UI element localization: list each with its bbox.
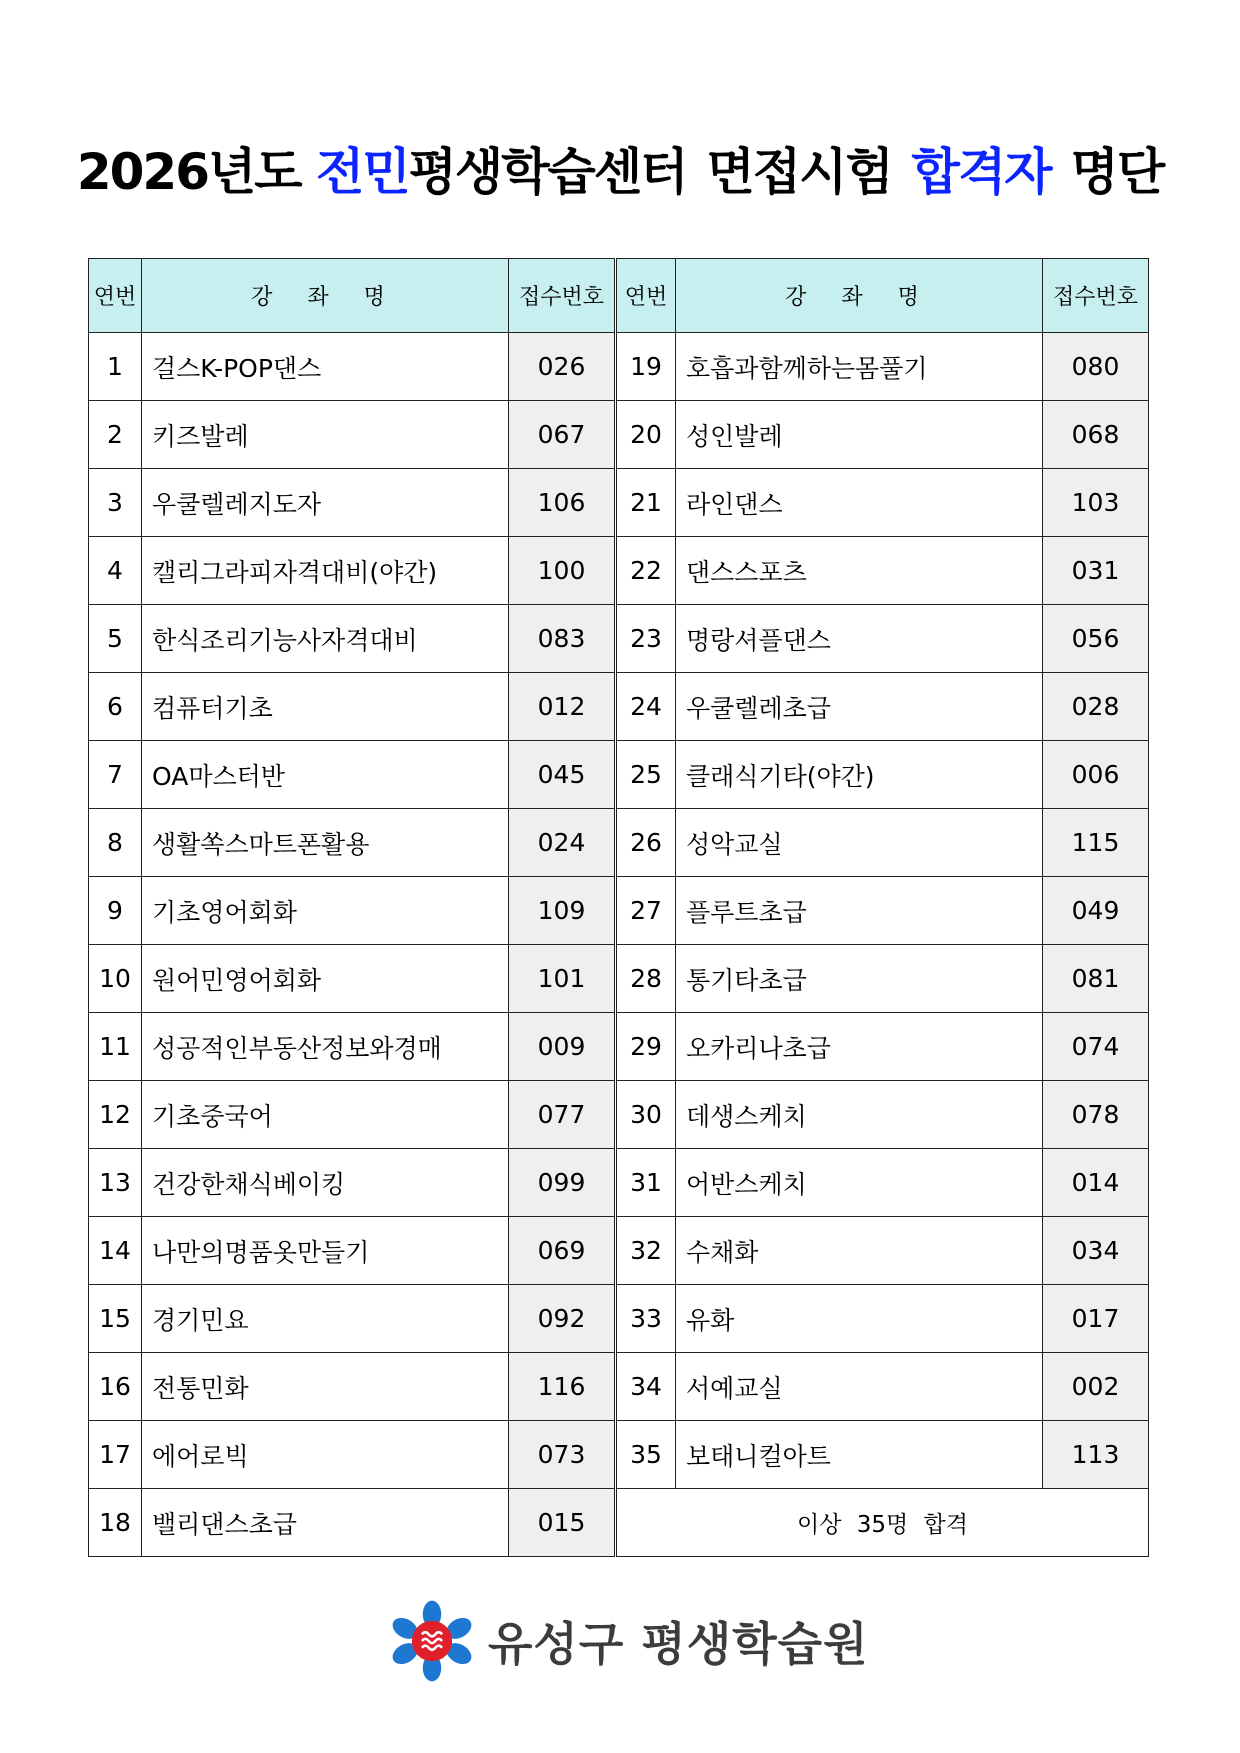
course-name: 호흡과함께하는몸풀기 — [676, 333, 1043, 401]
row-number: 35 — [617, 1421, 676, 1489]
row-number: 12 — [89, 1081, 142, 1149]
title-highlight-pass: 합격자 — [911, 143, 1051, 201]
table-row — [617, 1217, 1149, 1285]
course-name: 수채화 — [676, 1217, 1043, 1285]
table-row — [89, 537, 615, 605]
row-number: 27 — [617, 877, 676, 945]
registration-code: 009 — [509, 1013, 615, 1081]
footer — [390, 1598, 869, 1684]
row-number: 7 — [89, 741, 142, 809]
course-name: 성인발레 — [676, 401, 1043, 469]
course-name: 키즈발레 — [142, 401, 509, 469]
row-number: 9 — [89, 877, 142, 945]
registration-code: 002 — [1043, 1353, 1149, 1421]
registration-code: 092 — [509, 1285, 615, 1353]
course-name: 플루트초급 — [676, 877, 1043, 945]
table-row — [89, 1421, 615, 1489]
table-row — [617, 469, 1149, 537]
registration-code: 074 — [1043, 1013, 1149, 1081]
registration-code: 083 — [509, 605, 615, 673]
registration-code: 078 — [1043, 1081, 1149, 1149]
table-row — [89, 401, 615, 469]
registration-code: 014 — [1043, 1149, 1149, 1217]
registration-code: 068 — [1043, 401, 1149, 469]
row-number: 18 — [89, 1489, 142, 1557]
registration-code: 067 — [509, 401, 615, 469]
row-number: 3 — [89, 469, 142, 537]
registration-code: 080 — [1043, 333, 1149, 401]
registration-code: 024 — [509, 809, 615, 877]
table-row — [89, 1353, 615, 1421]
header-no: 연번 — [617, 259, 676, 333]
course-name: 라인댄스 — [676, 469, 1043, 537]
registration-code: 026 — [509, 333, 615, 401]
row-number: 30 — [617, 1081, 676, 1149]
course-name: 컴퓨터기초 — [142, 673, 509, 741]
table-row — [89, 673, 615, 741]
table-row — [89, 809, 615, 877]
table-row — [617, 1353, 1149, 1421]
row-number: 5 — [89, 605, 142, 673]
course-name: 나만의명품옷만들기 — [142, 1217, 509, 1285]
registration-code: 056 — [1043, 605, 1149, 673]
registration-code: 116 — [509, 1353, 615, 1421]
table-row — [89, 333, 615, 401]
course-name: 오카리나초급 — [676, 1013, 1043, 1081]
row-number: 19 — [617, 333, 676, 401]
course-name: 클래식기타(야간) — [676, 741, 1043, 809]
table-row — [89, 1013, 615, 1081]
course-name: 기초영어회화 — [142, 877, 509, 945]
row-number: 26 — [617, 809, 676, 877]
right-results-table — [616, 258, 1149, 1557]
organization-name: 유성구 평생학습원 — [488, 1617, 869, 1671]
course-name: 경기민요 — [142, 1285, 509, 1353]
registration-code: 015 — [509, 1489, 615, 1557]
table-row — [89, 469, 615, 537]
course-name: 전통민화 — [142, 1353, 509, 1421]
registration-code: 101 — [509, 945, 615, 1013]
row-number: 15 — [89, 1285, 142, 1353]
course-name: 댄스스포츠 — [676, 537, 1043, 605]
table-row — [617, 1013, 1149, 1081]
row-number: 14 — [89, 1217, 142, 1285]
title-part-list: 명단 — [1070, 143, 1164, 201]
header-code: 접수번호 — [1043, 259, 1149, 333]
header-code: 접수번호 — [509, 259, 615, 333]
table-row — [617, 809, 1149, 877]
table-row — [89, 741, 615, 809]
row-number: 32 — [617, 1217, 676, 1285]
registration-code: 028 — [1043, 673, 1149, 741]
registration-code: 115 — [1043, 809, 1149, 877]
table-row — [89, 1149, 615, 1217]
table-row — [617, 1285, 1149, 1353]
table-row — [617, 605, 1149, 673]
row-number: 34 — [617, 1353, 676, 1421]
row-number: 28 — [617, 945, 676, 1013]
row-number: 13 — [89, 1149, 142, 1217]
course-name: 보태니컬아트 — [676, 1421, 1043, 1489]
registration-code: 031 — [1043, 537, 1149, 605]
course-name: 원어민영어회화 — [142, 945, 509, 1013]
course-name: 건강한채식베이킹 — [142, 1149, 509, 1217]
table-row — [617, 333, 1149, 401]
course-name: 통기타초급 — [676, 945, 1043, 1013]
row-number: 25 — [617, 741, 676, 809]
registration-code: 073 — [509, 1421, 615, 1489]
table-row — [89, 1217, 615, 1285]
table-row — [89, 1285, 615, 1353]
left-header-row — [89, 259, 615, 333]
table-row — [617, 1081, 1149, 1149]
row-number: 16 — [89, 1353, 142, 1421]
row-number: 29 — [617, 1013, 676, 1081]
title-highlight-center: 전민 — [316, 143, 409, 201]
registration-code: 100 — [509, 537, 615, 605]
registration-code: 113 — [1043, 1421, 1149, 1489]
course-name: 어반스케치 — [676, 1149, 1043, 1217]
registration-code: 045 — [509, 741, 615, 809]
course-name: 데생스케치 — [676, 1081, 1043, 1149]
registration-code: 106 — [509, 469, 615, 537]
row-number: 1 — [89, 333, 142, 401]
table-row — [89, 1489, 615, 1557]
table-row — [89, 877, 615, 945]
course-name: 성악교실 — [676, 809, 1043, 877]
yuseong-emblem-icon — [390, 1599, 474, 1683]
course-name: 서예교실 — [676, 1353, 1043, 1421]
table-row — [617, 537, 1149, 605]
registration-code: 109 — [509, 877, 615, 945]
table-row — [617, 673, 1149, 741]
row-number: 10 — [89, 945, 142, 1013]
course-name: 명랑셔플댄스 — [676, 605, 1043, 673]
left-results-table — [88, 258, 615, 1557]
registration-code: 081 — [1043, 945, 1149, 1013]
title-part-center: 평생학습센터 — [408, 143, 687, 201]
table-row — [89, 605, 615, 673]
registration-code: 017 — [1043, 1285, 1149, 1353]
summary-text: 이상 35명 합격 — [617, 1489, 1149, 1557]
summary-row — [617, 1489, 1149, 1557]
row-number: 31 — [617, 1149, 676, 1217]
table-row — [617, 401, 1149, 469]
course-name: 걸스K-POP댄스 — [142, 333, 509, 401]
registration-code: 103 — [1043, 469, 1149, 537]
course-name: OA마스터반 — [142, 741, 509, 809]
course-name: 우쿨렐레지도자 — [142, 469, 509, 537]
row-number: 6 — [89, 673, 142, 741]
course-name: 밸리댄스초급 — [142, 1489, 509, 1557]
registration-code: 099 — [509, 1149, 615, 1217]
registration-code: 077 — [509, 1081, 615, 1149]
table-row — [617, 877, 1149, 945]
title-part-year: 2026년도 — [76, 143, 317, 201]
table-row — [89, 945, 615, 1013]
table-row — [617, 741, 1149, 809]
course-name: 캘리그라피자격대비(야간) — [142, 537, 509, 605]
right-header-row — [617, 259, 1149, 333]
table-row — [617, 1149, 1149, 1217]
row-number: 23 — [617, 605, 676, 673]
course-name: 에어로빅 — [142, 1421, 509, 1489]
course-name: 성공적인부동산정보와경매 — [142, 1013, 509, 1081]
row-number: 24 — [617, 673, 676, 741]
registration-code: 012 — [509, 673, 615, 741]
registration-code: 049 — [1043, 877, 1149, 945]
table-row — [617, 1421, 1149, 1489]
header-no: 연번 — [89, 259, 142, 333]
row-number: 22 — [617, 537, 676, 605]
registration-code: 034 — [1043, 1217, 1149, 1285]
header-course: 강 좌 명 — [676, 259, 1043, 333]
table-row — [617, 945, 1149, 1013]
registration-code: 069 — [509, 1217, 615, 1285]
title-part-exam: 면접시험 — [706, 143, 892, 201]
left-table-container — [88, 258, 604, 1557]
right-table-container — [616, 258, 1138, 1557]
row-number: 17 — [89, 1421, 142, 1489]
row-number: 8 — [89, 809, 142, 877]
row-number: 11 — [89, 1013, 142, 1081]
table-row — [89, 1081, 615, 1149]
header-course: 강 좌 명 — [142, 259, 509, 333]
page-title — [0, 140, 1240, 204]
row-number: 21 — [617, 469, 676, 537]
course-name: 생활쏙스마트폰활용 — [142, 809, 509, 877]
course-name: 기초중국어 — [142, 1081, 509, 1149]
registration-code: 006 — [1043, 741, 1149, 809]
row-number: 4 — [89, 537, 142, 605]
course-name: 유화 — [676, 1285, 1043, 1353]
row-number: 2 — [89, 401, 142, 469]
course-name: 한식조리기능사자격대비 — [142, 605, 509, 673]
row-number: 20 — [617, 401, 676, 469]
course-name: 우쿨렐레초급 — [676, 673, 1043, 741]
row-number: 33 — [617, 1285, 676, 1353]
